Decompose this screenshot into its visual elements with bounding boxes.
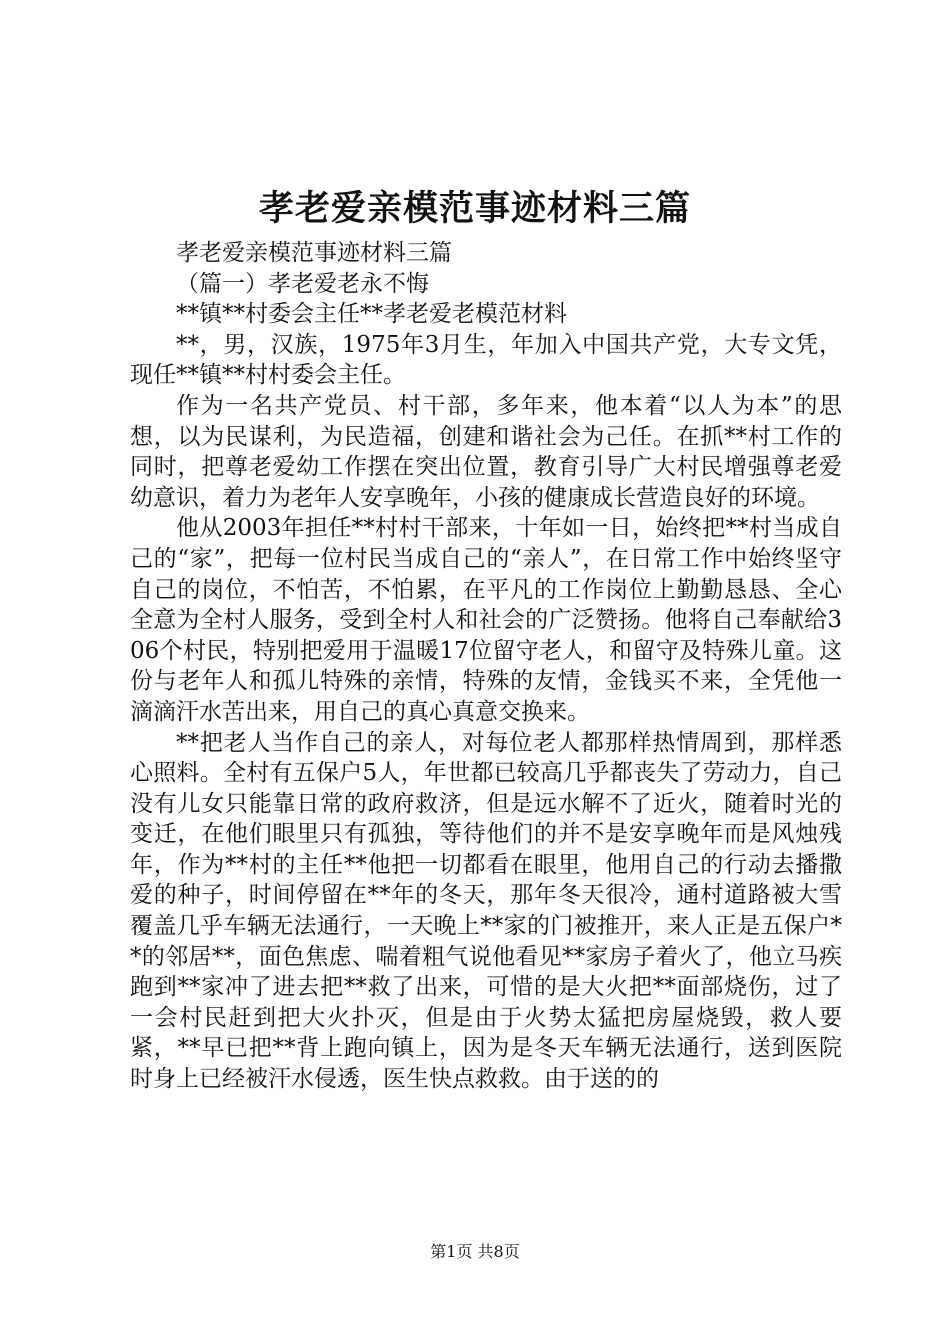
body-paragraph: 作为一名共产党员、村干部，多年来，他本着“以人为本”的思想，以为民谋利，为民造福，创建和谐社会为己任。在抓**村工作的同时，把尊老爱幼工作摆在突出位置，教育引导广大村民增强尊老爱幼意识，着力为老年人安享晚年，小孩的健康成长营造良好的环境。 <box>130 392 842 511</box>
body-paragraph: 他从2003年担任**村村干部来，十年如一日，始终把**村当成自己的“家”，把每一位村民当成自己的“亲人”，在日常工作中始终坚守自己的岗位，不怕苦，不怕累，在平凡的工作岗位上勤勤恳恳、全心全意为全村人服务，受到全村人和社会的广泛赞扬。他将自己奉献给306个村民，特别把爱用于温暖17位留守老人，和留守及特殊儿童。这份与老年人和孤儿特殊的亲情，特殊的友情，金钱买不来，全凭他一滴滴汗水苦出来，用自己的真心真意交换来。 <box>130 515 842 725</box>
body-paragraph: 孝老爱亲模范事迹材料三篇 <box>176 240 452 266</box>
body-paragraph: **，男，汉族，1975年3月生，年加入中国共产党，大专文凭，现任**镇**村村委会主任。 <box>130 331 842 389</box>
page-number-footer: 第1页 共8页 <box>430 1242 520 1261</box>
body-paragraph: （篇一）孝老爱老永不悔 <box>176 270 429 297</box>
body-paragraph: **镇**村委会主任**孝老爱老模范材料 <box>176 301 567 328</box>
body-paragraph: **把老人当作自己的亲人，对每位老人都那样热情周到，那样悉心照料。全村有五保户5人，年世都已较高几乎都丧失了劳动力，自己没有儿女只能靠日常的政府救济，但是远水解不了近火，随着时光的变迁，在他们眼里只有孤独，等待他们的并不是安享晚年而是风烛残年，作为**村的主任**他把一切都看在眼里，他用自己的行动去播撒爱的种子，时间停留在**年的冬天，那年冬天很冷，通村道路被大雪覆盖几乎车辆无法通行，一天晚上**家的门被推开，来人正是五保户**的邻居**，面色焦虑、喘着粗气说他看见**家房子着火了，他立马疾跑到**家冲了进去把**救了出来，可惜的是大火把**面部烧伤，过了一会村民赶到把大火扑灭，但是由于火势太猛把房屋烧毁，救人要紧，**早已把**背上跑向镇上，因为是冬天车辆无法通行，送到医院时身上已经被汗水侵透，医生快点救救。由于送的的 <box>130 729 842 1093</box>
document-body <box>130 238 842 1095</box>
document-title: 孝老爱亲模范事迹材料三篇 <box>258 188 691 229</box>
